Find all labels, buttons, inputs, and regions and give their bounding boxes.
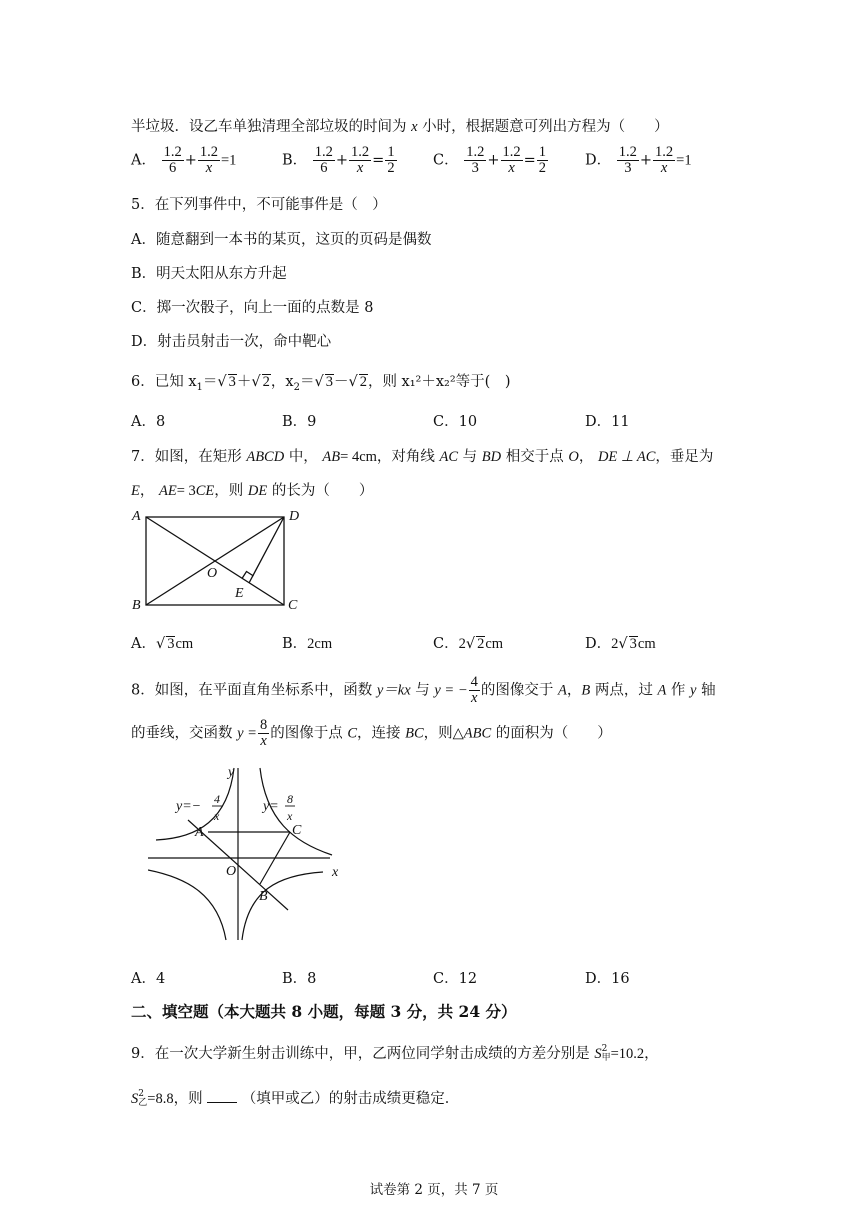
q7-stem-line1: 7．如图，在矩形 ABCD 中， AB= 4cm，对角线 AC 与 BD 相交于点 O， DE ⊥ AC，垂足为 (131, 449, 714, 465)
label-a: A (132, 509, 141, 524)
q4-option-d: D． $\frac{1.2}{3}$ + $\frac{1.2}{x}$ =1 (585, 144, 692, 176)
q8-stem-line1: 8．如图，在平面直角坐标系中，函数 y＝kx 与 y = − $\frac{4}{x}$ 的图像交于 A，B 两点，过 A 作 y 轴 (131, 674, 716, 706)
q4-stem: 半垃圾．设乙车单独清理全部垃圾的时间为 x 小时，根据题意可列出方程为（ ） (131, 119, 669, 135)
graph-left-den: x (214, 809, 220, 823)
q5-stem: 5．在下列事件中，不可能事件是（ ） (131, 197, 387, 213)
label-e: E (235, 586, 244, 601)
q6-stem: 6．已知 $x_1=√$ 3＋√ 2，$x_2=√$ 3－√ 2，则 x₁²＋x₂²等于( ) (131, 374, 511, 393)
q6-option-b: B．9 (282, 414, 317, 430)
q7-stem-line2: E， AE= 3CE，则 DE 的长为（ ） (131, 483, 374, 499)
label-o: O (207, 566, 218, 581)
segment-de (249, 517, 284, 583)
graph-left-eq: y=− (176, 799, 202, 814)
curve-neg4-q4 (242, 872, 323, 940)
graph-y-label: y (228, 765, 235, 780)
q6-option-a: A．8 (131, 414, 166, 430)
graph-a-label: A (195, 825, 204, 840)
q4-option-b: B． $\frac{1.2}{6}$ + $\frac{1.2}{x}$ = $\frac{1}{2}$ (282, 144, 395, 176)
q4-option-a: A． $\frac{1.2}{6}$ + $\frac{1.2}{x}$ =1 (131, 144, 237, 176)
page-footer: 试卷第 2 页，共 7 页 (369, 1182, 499, 1198)
q7-option-c: C．2√ 2cm (433, 636, 504, 652)
q8-graph-figure (148, 760, 353, 945)
q4-option-c: C． $\frac{1.2}{3}$ + $\frac{1.2}{x}$ = $\frac{1}{2}$ (433, 144, 547, 176)
q8-option-d: D．16 (585, 971, 630, 987)
graph-o-label: O (226, 864, 237, 879)
q5-option-d: D．射击员射击一次，命中靶心 (131, 334, 332, 350)
q7-rectangle-figure (128, 505, 318, 615)
graph-c-label: C (292, 823, 302, 838)
q6-option-d: D．11 (585, 414, 630, 430)
q5-option-a: A．随意翻到一本书的某页，这页的页码是偶数 (131, 232, 432, 248)
q8-option-a: A．4 (131, 971, 166, 987)
q9-stem-line2: S 2 乙 =8.8，则 （填甲或乙）的射击成绩更稳定． (131, 1089, 460, 1108)
graph-right-den: x (287, 809, 293, 823)
q9-answer-blank[interactable] (207, 1090, 237, 1103)
graph-x-label: x (332, 865, 339, 880)
q9-stem-line1: 9．在一次大学新生射击训练中，甲，乙两位同学射击成绩的方差分别是 S 2 甲 =10.2， (131, 1044, 659, 1063)
section-heading-fill-blank: 二、填空题（本大题共 8 小题，每题 3 分，共 24 分） (131, 1002, 517, 1021)
q6-option-c: C．10 (433, 414, 478, 430)
q7-option-d: D．2√ 3cm (585, 636, 656, 652)
label-d: D (289, 509, 300, 524)
graph-b-label: B (259, 889, 268, 904)
label-c: C (288, 598, 298, 613)
q7-option-a: A．√ 3cm (131, 636, 194, 652)
curve-8-q3 (148, 870, 226, 940)
q8-stem-line2: 的垂线，交函数 y = $\frac{8}{x}$ 的图像于点 C，连接 BC，则△ABC 的面积为（ ） (131, 717, 612, 749)
q7-option-b: B．2cm (282, 636, 333, 652)
q8-option-c: C．12 (433, 971, 478, 987)
graph-left-num: 4 (214, 792, 220, 806)
q5-option-c: C．掷一次骰子，向上一面的点数是 8 (131, 300, 374, 316)
label-b: B (132, 598, 141, 613)
q8-option-b: B．8 (282, 971, 317, 987)
q5-option-b: B．明天太阳从东方升起 (131, 266, 287, 282)
graph-right-num: 8 (287, 792, 293, 806)
graph-right-eq: y= (263, 799, 279, 814)
